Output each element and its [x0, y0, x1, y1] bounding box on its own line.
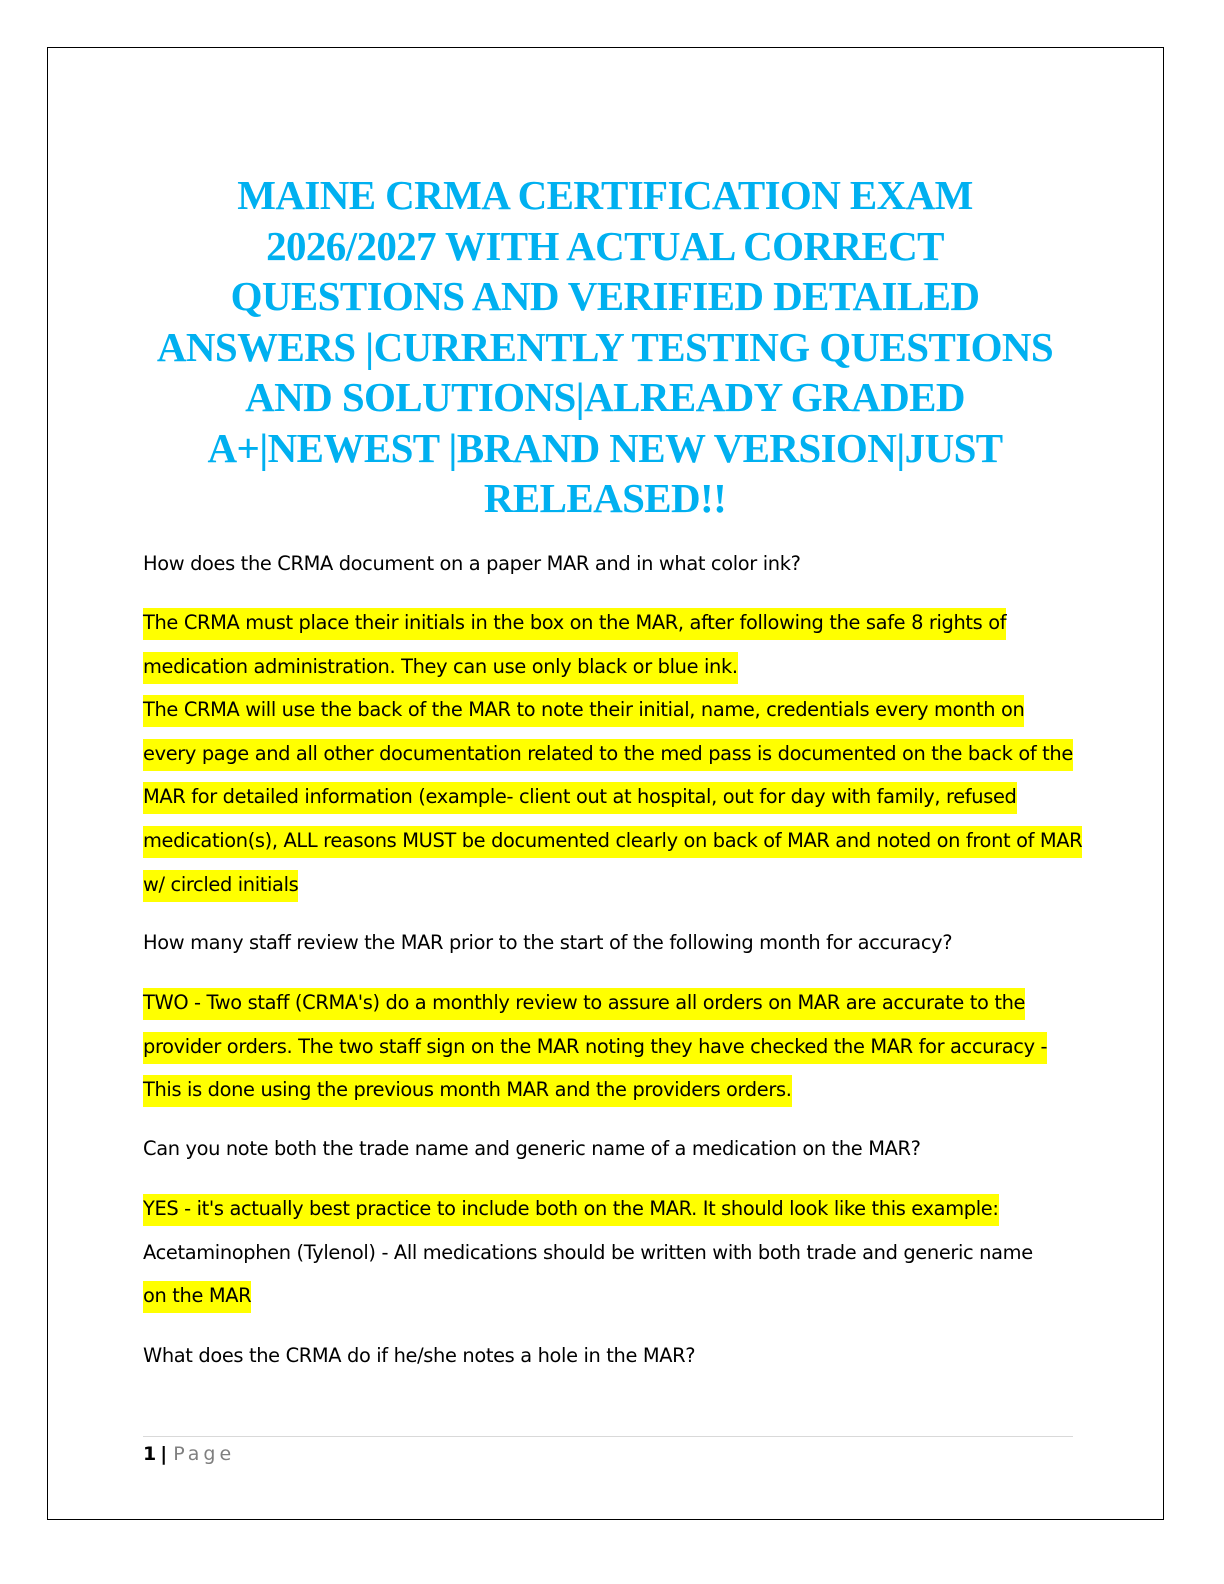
answer-3-plain: Acetaminophen (Tylenol) - All medications should be written with both trade and generic name — [143, 1240, 1033, 1264]
page-label: Page — [173, 1443, 236, 1465]
question-1: How does the CRMA document on a paper MAR and in what color ink? — [143, 552, 801, 575]
footer-divider — [143, 1436, 1073, 1437]
answer-2-text: TWO - Two staff (CRMA's) do a monthly review to assure all orders on MAR are accurate to the provider orders. The two staff sign on the MAR noting they have checked the MAR for accuracy - This is done using the previous month MAR and the providers orders. — [143, 988, 1047, 1107]
document-title: MAINE CRMA CERTIFICATION EXAM 2026/2027 WITH ACTUAL CORRECT QUESTIONS AND VERIFIED DETAILED ANSWERS |CURRENTLY TESTING QUESTIONS AND SOLUTIONS|ALREADY GRADED A+|NEWEST |BRAND NEW VERSION|JUST RELEASED!! — [156, 172, 1054, 521]
answer-3-highlighted-end: on the MAR — [143, 1281, 251, 1313]
answer-3-highlighted: YES - it's actually best practice to include both on the MAR. It should look like this example: — [143, 1194, 999, 1226]
answer-1 — [143, 601, 1083, 906]
page-number: 1 — [143, 1443, 157, 1465]
answer-1-continued: The CRMA will use the back of the MAR to note their initial, name, credentials every month on every page and all other documentation related to the med pass is documented on the back of the MAR for detailed information (example- client out at hospital, out for day with family, refused medication(s), ALL reasons MUST be documented clearly on back of MAR and noted on front of MAR w/ circled initials — [143, 695, 1082, 901]
page-footer — [143, 1440, 235, 1468]
answer-2 — [143, 981, 1083, 1112]
question-2: How many staff review the MAR prior to the start of the following month for accuracy? — [143, 931, 953, 954]
question-4: What does the CRMA do if he/she notes a hole in the MAR? — [143, 1344, 696, 1367]
answer-1-text: The CRMA must place their initials in the box on the MAR, after following the safe 8 rights of medication administration. They can use only black or blue ink. — [143, 608, 1006, 684]
answer-3 — [143, 1187, 1083, 1318]
question-3: Can you note both the trade name and generic name of a medication on the MAR? — [143, 1137, 921, 1160]
footer-separator: | — [160, 1443, 168, 1465]
